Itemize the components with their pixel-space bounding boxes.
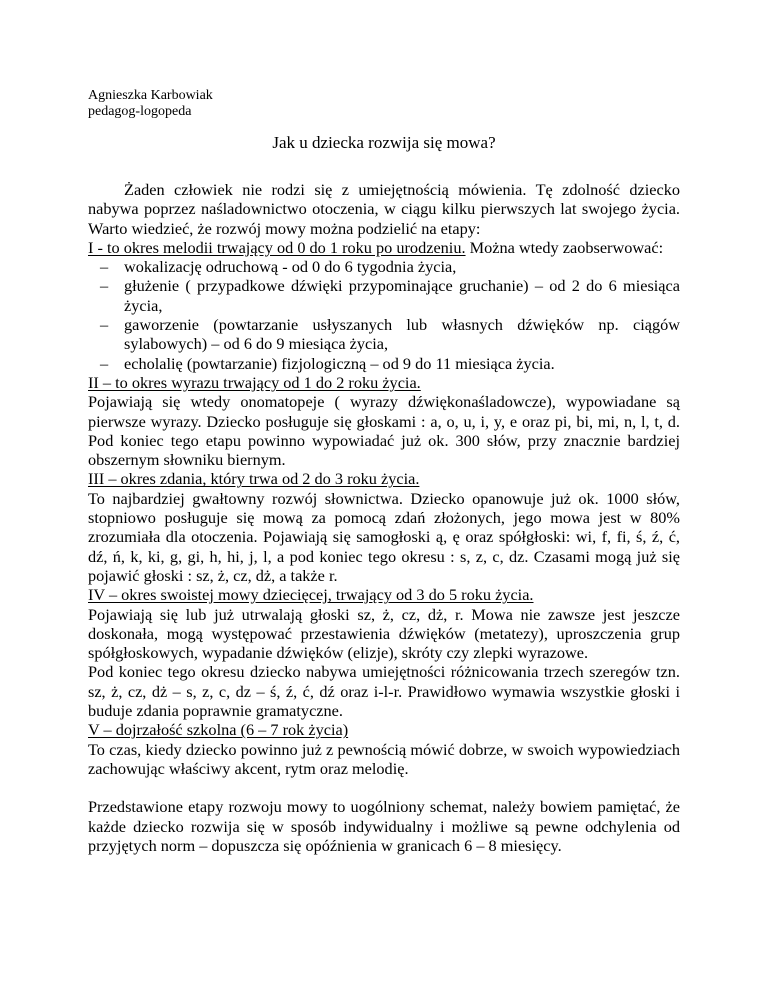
intro-paragraph: Żaden człowiek nie rodzi się z umiejętnością mówienia. Tę zdolność dziecko nabywa poprzez naśladownictwo otoczenia, w ciągu kilku pierwszych lat swojego życia. Warto wiedzieć, że rozwój mowy można podzielić na etapy: <box>88 180 680 238</box>
stage-1-paragraph <box>88 238 680 257</box>
stage-1-heading: I - to okres melodii trwający od 0 do 1 roku po urodzeniu. <box>88 237 466 257</box>
stage-4-text-2: Pod koniec tego okresu dziecko nabywa umiejętności różnicowania trzech szeregów tzn. sz, ż, cz, dż – s, z, c, dz – ś, ź, ć, dź oraz i-l-r. Prawidłowo wymawia wszystkie głoski i buduje zdania poprawnie gramatyczne. <box>88 662 680 721</box>
dash-bullet-icon: – <box>100 315 109 335</box>
stage-5-text: To czas, kiedy dziecko powinno już z pewnością mówić dobrze, w swoich wypowiedziach zachowując właściwy akcent, rytm oraz melodię. <box>88 739 680 778</box>
conclusion-paragraph: Przedstawione etapy rozwoju mowy to uogólniony schemat, należy bowiem pamiętać, że każde dziecko rozwija się w sposób indywidualny i możliwe są pewne odchylenia od przyjętych norm – dopuszcza się opóźnienia w granicach 6 – 8 miesięcy. <box>88 797 680 855</box>
document-body <box>88 180 680 855</box>
stage-3-heading: III – okres zdania, który trwa od 2 do 3 roku życia. <box>88 469 420 489</box>
stage-2-heading: II – to okres wyrazu trwający od 1 do 2 roku życia. <box>88 372 421 392</box>
list-item: – wokalizację odruchową - od 0 do 6 tygodnia życia, <box>100 257 457 277</box>
dash-bullet-icon: – <box>100 353 109 373</box>
list-item: – echolalię (powtarzanie) fizjologiczną – od 9 do 11 miesiąca życia. <box>100 353 555 373</box>
dash-bullet-icon: – <box>100 276 109 296</box>
dash-bullet-icon: – <box>100 257 109 277</box>
stage-5-heading: V – dojrzałość szkolna (6 – 7 rok życia) <box>88 720 349 740</box>
stage-4-text: Pojawiają się lub już utrwalają głoski sz, ż, cz, dż, r. Mowa nie zawsze jest jeszcze doskonała, mogą występować przestawienia dźwięków (metatezy), uproszczenia grup spółgłoskowych, wypadanie dźwięków (elizje), skróty czy zlepki wyrazowe. <box>88 604 680 663</box>
paragraph-spacer <box>88 778 680 797</box>
stage-4-heading: IV – okres swoistej mowy dziecięcej, trwający od 3 do 5 roku życia. <box>88 585 534 605</box>
list-item: – głużenie ( przypadkowe dźwięki przypominające gruchanie) – od 2 do 6 miesiąca życia, <box>100 276 680 315</box>
author-role: pedagog-logopeda <box>88 104 192 119</box>
author-name: Agnieszka Karbowiak <box>88 88 213 103</box>
author-block <box>88 88 213 120</box>
stage-1-list <box>88 257 680 373</box>
stage-3-text: To najbardziej gwałtowny rozwój słownictwa. Dziecko opanowuje już ok. 1000 słów, stopniowo posługuje się mową za pomocą zdań złożonych, jego mowa jest w 80% zrozumiała dla otoczenia. Pojawiają się samogłoski ą, ę oraz spółgłoski: wi, f, fi, ś, ź, ć, dź, ń, k, ki, g, gi, h, hi, j, l, a pod koniec tego okresu : s, z, c, dz. Czasami mogą już się pojawić głoski : sz, ż, cz, dż, a także r. <box>88 488 680 585</box>
list-item: – gaworzenie (powtarzanie usłyszanych lub własnych dźwięków np. ciągów sylabowych) – od 6 do 9 miesiąca życia, <box>100 315 680 354</box>
stage-2-text: Pojawiają się wtedy onomatopeje ( wyrazy dźwiękonaśladowcze), wypowiadane są pierwsze wyrazy. Dziecko posługuje się głoskami : a, o, u, i, y, e oraz pi, bi, mi, n, l, t, d. Pod koniec tego etapu powinno wypowiadać już ok. 300 słów, przy znacznie bardziej obszernym słowniku biernym. <box>88 392 680 470</box>
stage-1-text: Można wtedy zaobserwować: <box>465 237 664 257</box>
page-title: Jak u dziecka rozwija się mowa? <box>272 133 496 152</box>
